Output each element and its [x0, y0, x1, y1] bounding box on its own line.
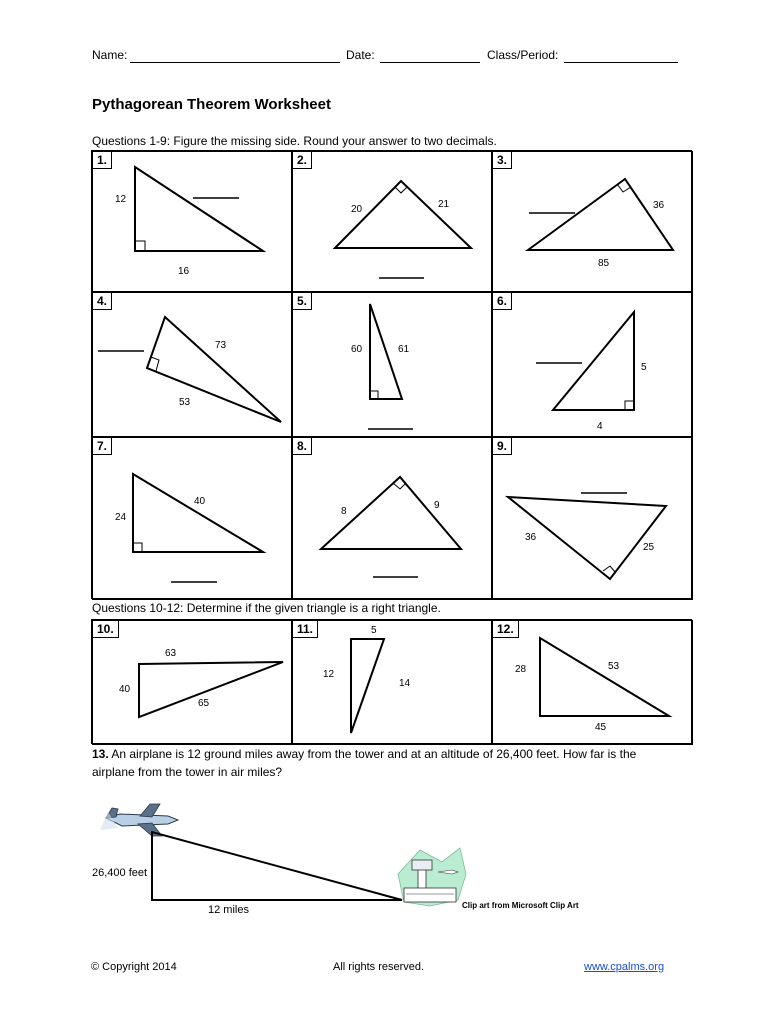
problem-10 [92, 620, 292, 745]
triangle-diagram [493, 293, 694, 438]
problem-grid-10-12 [91, 619, 692, 744]
side-label: 12 [115, 194, 127, 205]
problem-grid-1-9 [91, 150, 692, 599]
question-number: 13. [92, 747, 109, 761]
name-field-line[interactable] [130, 48, 340, 63]
name-label: Name: [92, 48, 128, 62]
side-label: 53 [608, 661, 620, 672]
problem-number: 7. [93, 438, 112, 455]
side-label: 36 [525, 532, 537, 543]
problem-number: 4. [93, 293, 112, 310]
worksheet-title: Pythagorean Theorem Worksheet [92, 96, 331, 113]
side-label: 65 [198, 698, 210, 709]
problem-number: 8. [293, 438, 312, 455]
problem-number: 1. [93, 152, 112, 169]
clipart-credit: Clip art from Microsoft Clip Art [462, 901, 579, 910]
problem-11 [292, 620, 492, 745]
problem-7 [92, 437, 292, 600]
problem-number: 2. [293, 152, 312, 169]
side-label: 9 [434, 500, 440, 511]
problem-6 [492, 292, 693, 437]
problem-5 [292, 292, 492, 437]
side-label: 25 [643, 542, 655, 553]
problem-1 [92, 151, 292, 292]
date-label: Date: [346, 48, 375, 62]
problem-8 [292, 437, 492, 600]
problem-number: 12. [493, 621, 519, 638]
side-label: 61 [398, 344, 410, 355]
class-period-field-line[interactable] [564, 48, 678, 63]
altitude-label: 26,400 feet [92, 867, 148, 879]
side-label: 40 [119, 684, 131, 695]
problem-12 [492, 620, 693, 745]
side-label: 14 [399, 678, 411, 689]
instructions-questions-10-12: Questions 10-12: Determine if the given triangle is a right triangle. [92, 601, 441, 615]
copyright-text: © Copyright 2014 [91, 961, 177, 973]
triangle-diagram [293, 293, 493, 438]
side-label: 16 [178, 266, 190, 277]
triangle-diagram [293, 438, 493, 601]
class-period-label: Class/Period: [487, 48, 559, 62]
triangle-diagram [93, 621, 293, 746]
side-label: 5 [371, 625, 377, 636]
problem-2 [292, 151, 492, 292]
side-label: 36 [653, 200, 665, 211]
date-field-line[interactable] [380, 48, 480, 63]
side-label: 53 [179, 397, 191, 408]
side-label: 21 [438, 199, 450, 210]
problem-number: 10. [93, 621, 119, 638]
side-label: 5 [641, 362, 647, 373]
ground-distance-label: 12 miles [208, 904, 249, 916]
airplane-diagram [0, 790, 768, 950]
side-label: 63 [165, 648, 177, 659]
triangle-diagram [93, 438, 293, 601]
problem-number: 5. [293, 293, 312, 310]
triangle-diagram [93, 152, 293, 293]
side-label: 45 [595, 722, 607, 733]
triangle-diagram [293, 621, 493, 746]
problem-9 [492, 437, 693, 600]
triangle-diagram [493, 621, 694, 746]
instructions-questions-1-9: Questions 1-9: Figure the missing side. Round your answer to two decimals. [92, 134, 497, 148]
rights-text: All rights reserved. [333, 961, 425, 973]
problem-number: 11. [293, 621, 318, 638]
website-link[interactable]: www.cpalms.org [584, 961, 665, 973]
triangle-diagram [293, 152, 493, 293]
problem-number: 9. [493, 438, 512, 455]
side-label: 28 [515, 664, 527, 675]
triangle-diagram [493, 152, 694, 293]
control-tower-icon [398, 848, 466, 906]
worksheet-header [92, 48, 682, 68]
triangle-diagram [493, 438, 694, 601]
side-label: 20 [351, 204, 363, 215]
side-label: 8 [341, 506, 347, 517]
problem-4 [92, 292, 292, 437]
side-label: 12 [323, 669, 335, 680]
side-label: 24 [115, 512, 127, 523]
side-label: 4 [597, 421, 603, 432]
side-label: 73 [215, 340, 227, 351]
question-13 [92, 745, 682, 781]
problem-number: 6. [493, 293, 512, 310]
problem-3 [492, 151, 693, 292]
side-label: 85 [598, 258, 610, 269]
triangle-diagram [93, 293, 293, 438]
problem-number: 3. [493, 152, 512, 169]
side-label: 60 [351, 344, 363, 355]
side-label: 40 [194, 496, 206, 507]
question-text: An airplane is 12 ground miles away from the tower and at an altitude of 26,400 feet. How far is the airplane from the tower in air miles? [92, 747, 637, 779]
airplane-icon [100, 804, 178, 836]
